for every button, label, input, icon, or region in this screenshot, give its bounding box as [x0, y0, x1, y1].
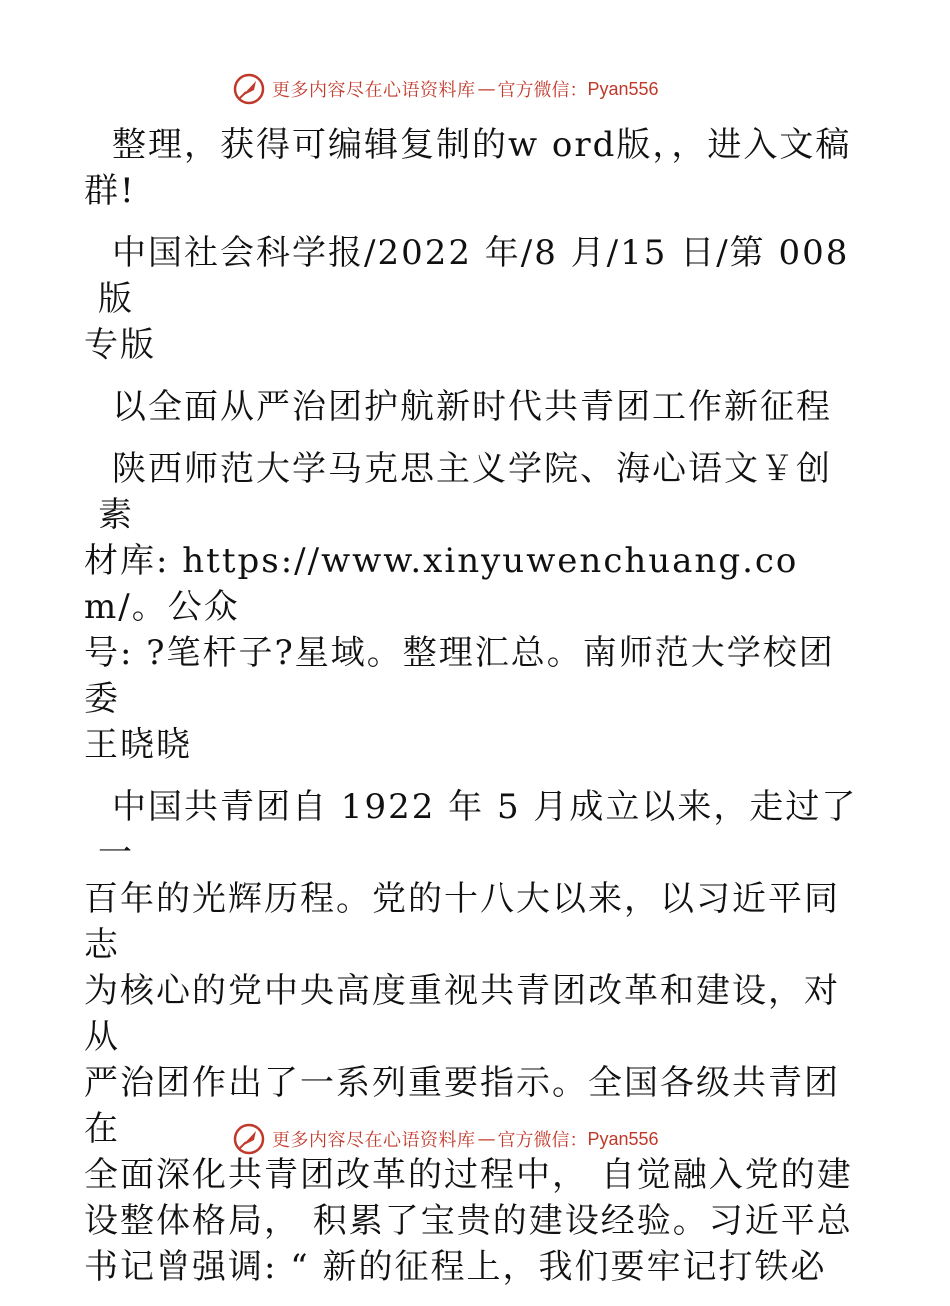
paragraph-notice	[84, 122, 858, 214]
paragraph-source	[84, 230, 858, 368]
text-line: 材库: https://www.xinyuwenchuang.com/。公众	[84, 541, 799, 627]
text-line: 群!	[84, 171, 136, 211]
watermark-wechat-id: Pyan556	[587, 78, 659, 99]
paragraph-author	[84, 446, 858, 768]
watermark-label: 官方微信：	[497, 80, 588, 101]
text-line: 百年的光辉历程。党的十八大以来，以习近平同志	[84, 879, 840, 965]
text-line: 设整体格局， 积累了宝贵的建设经验。习近平总	[84, 1201, 853, 1241]
text-line: 王晓晓	[84, 725, 192, 765]
paragraph-body	[84, 784, 858, 1290]
paragraph-article-title	[98, 384, 858, 430]
quill-logo-icon	[232, 1122, 266, 1156]
watermark-dash: —	[477, 78, 496, 100]
text-line: 专版	[84, 325, 156, 365]
text-line: 书记曾强调: “ 新的征程上，我们要牢记打铁必	[84, 1247, 827, 1287]
watermark-text: 更多内容尽在心语资料库	[272, 80, 476, 101]
text-line: 陕西师范大学马克思主义学院、海心语文￥创素	[98, 449, 832, 535]
watermark-text: 更多内容尽在心语资料库	[272, 1130, 476, 1151]
watermark-footer	[232, 1122, 659, 1156]
text-line: 中国共青团自 1922 年 5 月成立以来，走过了一	[98, 787, 858, 873]
quill-logo-icon	[232, 72, 266, 106]
watermark-label: 官方微信：	[497, 1130, 588, 1151]
text-line: 中国社会科学报/2022 年/8 月/15 日/第 008 版	[98, 233, 850, 319]
text-line: 严治团作出了一系列重要指示。全国各级共青团在	[84, 1063, 840, 1149]
watermark-dash: —	[477, 1128, 496, 1150]
text-line: 为核心的党中央高度重视共青团改革和建设，对从	[84, 971, 840, 1057]
text-line: 号: ?笔杆子?星域。整理汇总。南师范大学校团委	[84, 633, 835, 719]
text-line: 全面深化共青团改革的过程中， 自觉融入党的建	[84, 1155, 853, 1195]
watermark-wechat-id: Pyan556	[587, 1128, 659, 1149]
text-line: 整理，获得可编辑复制的w ord版，，进入文稿	[112, 125, 852, 165]
text-line: 以全面从严治团护航新时代共青团工作新征程	[112, 387, 832, 427]
watermark-header	[232, 72, 659, 106]
